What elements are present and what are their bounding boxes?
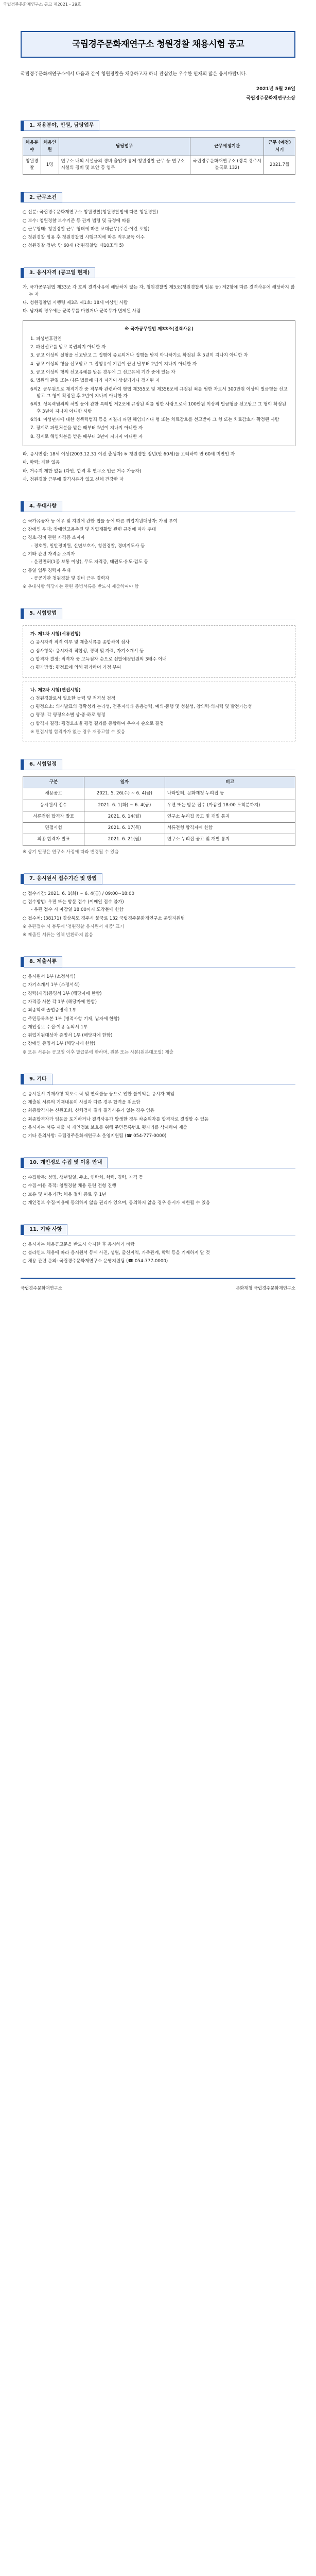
list-item: ○ 수집항목: 성명, 생년월일, 주소, 연락처, 학력, 경력, 자격 등	[23, 1175, 144, 1180]
td: 채용공고	[23, 788, 84, 800]
section-3	[21, 267, 295, 483]
td: 나라일터, 문화재청 누리집 등	[165, 788, 295, 800]
list-item: ○ 최종합격자가 임용을 포기하거나 결격사유가 발생한 경우 차순위자를 합격자로 결정할 수 있음	[23, 1116, 209, 1122]
list-item: ※ 우편접수 시 봉투에 '청원경찰 응시원서 재중' 표기	[23, 924, 125, 929]
list-item: ○ 동일 업무 경력자 우대	[23, 568, 71, 573]
second-exam-box	[23, 682, 295, 742]
th: 근무 (예정)시기	[264, 138, 295, 156]
list-item: 가. 국가공무원법 제33조 각 호의 결격사유에 해당하지 않는 자, 청원경찰법 제5조(청원경찰의 임용 등) 제2항에 따른 결격사유에 해당하지 않는 자	[23, 285, 295, 297]
page-title: 국립경주문화재연구소 청원경찰 채용시험 공고	[72, 39, 244, 49]
list-item: ○ 장애인 우대: 장애인고용촉진 및 직업재활법 관련 규정에 따라 우대	[23, 527, 156, 532]
list-item: ○ 개인정보 수집·이용에 동의하지 않을 권리가 있으며, 동의하지 않을 경우 응시가 제한될 수 있음	[23, 1200, 210, 1206]
td: 연구소 내외 시설물의 경비·출입자 통제·청원경찰 근무 등 연구소 시설의 경비 및 보안 등 업무	[59, 156, 190, 175]
list-item: 6. 법원의 판결 또는 다른 법률에 따라 자격이 상실되거나 정지된 자	[30, 378, 160, 384]
list-item: 3. 금고 이상의 실형을 선고받고 그 집행이 종료되거나 집행을 받지 아니하기로 확정된 후 5년이 지나지 아니한 자	[30, 353, 248, 359]
list-item: 5. 금고 이상의 형의 선고유예를 받은 경우에 그 선고유예 기간 중에 있는 자	[30, 370, 175, 376]
list-item: ○ 응시자는 채용공고문을 반드시 숙지한 후 응시하기 바람	[23, 1242, 135, 1247]
list-item: ○ 보유 및 이용기간: 채용 절차 종료 후 1년	[23, 1192, 107, 1197]
td: 2021. 6. 1(화) ~ 6. 4(금)	[84, 800, 165, 811]
list-item: ○ 개인정보 수집·이용 동의서 1부	[23, 1024, 88, 1030]
list-item: ○ 취업지원대상자 증명서 1부 (해당자에 한함)	[23, 1033, 113, 1039]
section-7	[21, 873, 295, 939]
first-exam-box	[23, 625, 295, 677]
list-item: ○ 평가방법: 평정표에 의해 평가하며 가점 부여	[30, 665, 121, 671]
title-box	[21, 31, 295, 58]
section-4-body	[21, 518, 295, 591]
list-item: 7. 징계로 파면처분을 받은 때부터 5년이 지나지 아니한 자	[30, 426, 143, 431]
list-item: ○ 경력(재직)증명서 1부 (해당자에 한함)	[23, 991, 102, 996]
list-item: ○ 보수: 청원경찰 보수기준 등 관계 법령 및 규정에 따름	[23, 218, 131, 224]
box-items	[30, 336, 288, 440]
list-item: 바. 거주지 제한 없음 (다만, 합격 후 연구소 인근 거주 가능자)	[23, 468, 142, 474]
section-11	[21, 1224, 295, 1265]
td: 서류전형 합격자 발표	[23, 811, 84, 822]
section-5-title: 5. 시험방법	[24, 608, 62, 619]
list-item: - 우편 접수 시 마감일 18:00까지 도착분에 한함	[31, 907, 124, 913]
list-item: ○ 접수방법: 우편 또는 방문 접수 (이메일 접수 불가)	[23, 899, 124, 905]
second-exam-items	[30, 696, 288, 736]
td: 연구소 누리집 공고 및 개별 통지	[165, 834, 295, 845]
footer-right: 문화재청 국립경주문화재연구소	[236, 1285, 295, 1291]
section-9-body	[21, 1091, 295, 1140]
intro-text: 국립경주문화재연구소에서 다음과 같이 청원경찰을 채용하고자 하니 관심있는 우수한 인재의 많은 응시바랍니다.	[21, 72, 248, 77]
td: 2021. 6. 17(목)	[84, 823, 165, 834]
list-item: ○ 평정: 각 평정요소별 상·중·하로 평정	[30, 713, 106, 718]
th: 담당업무	[59, 138, 190, 156]
position-table	[23, 137, 295, 174]
td: 2021. 6. 21(월)	[84, 834, 165, 845]
list-item: ○ 제출된 서류의 기재내용이 사실과 다른 경우 합격을 취소함	[23, 1099, 141, 1105]
section-4	[21, 501, 295, 590]
section-6	[21, 759, 295, 856]
list-item: ○ 경호·경비 관련 자격증 소지자	[23, 535, 85, 541]
td: 응시원서 접수	[23, 800, 84, 811]
section-2-body	[21, 209, 295, 250]
disqualification-box	[23, 320, 295, 446]
first-exam-items	[30, 639, 288, 671]
schedule-table	[23, 776, 295, 846]
td: 면접시험	[23, 823, 84, 834]
list-item: ○ 기타 문의사항: 국립경주문화재연구소 운영지원팀 (☎ 054-777-0000)	[23, 1133, 167, 1139]
list-item: ○ 응시원서 기재사항 착오·누락 및 연락불능 등으로 인한 불이익은 응시자 책임	[23, 1091, 174, 1097]
list-item: 2. 파산선고를 받고 복권되지 아니한 자	[30, 345, 106, 350]
list-item: ※ 제출된 서류는 일체 반환하지 않음	[23, 933, 94, 938]
list-item: ○ 합격자 결정: 평정요소별 평정 결과를 종합하여 우수자 순으로 결정	[30, 721, 164, 726]
list-item: ○ 기타 관련 자격증 소지자	[23, 551, 75, 557]
section-5	[21, 608, 295, 741]
list-item: ○ 청원경찰 임용 후 청원경찰법 시행규칙에 따른 직무교육 이수	[23, 235, 145, 241]
td: 국립경주문화재연구소 (경북 경주시 불국로 132)	[190, 156, 264, 175]
list-item: 사. 청원경찰 근무에 결격사유가 없고 신체 건강한 자	[23, 477, 124, 482]
list-item: ○ 블라인드 채용에 따라 응시원서 등에 사진, 성별, 출신지역, 가족관계, 학력 등을 기재하지 말 것	[23, 1250, 210, 1256]
list-item: 6의4. 미성년자에 대한 성폭력범죄 등을 저질러 파면·해임되거나 형 또는 치료감호를 선고받아 그 형 또는 치료감호가 확정된 사람	[30, 417, 279, 422]
section-7-body	[21, 891, 295, 939]
th: 채용분야	[23, 138, 41, 156]
box-title: ※ 국가공무원법 제33조(결격사유)	[125, 326, 194, 332]
th: 비고	[165, 776, 295, 788]
td: 2021.7월	[264, 156, 295, 175]
list-item: ○ 최종합격자는 신원조회, 신체검사 결과 결격사유가 없는 경우 임용	[23, 1108, 155, 1114]
td: 2021. 5. 26(수) ~ 6. 4(금)	[84, 788, 165, 800]
section-2	[21, 192, 295, 250]
announce-date: 2021년 5월 26일	[256, 87, 295, 92]
first-exam-title: 가. 제1차 시험(서류전형)	[30, 631, 81, 637]
list-item: ○ 응시자는 서류 제출 시 개인정보 보호를 위해 주민등록번호 뒷자리를 삭제하여 제출	[23, 1125, 187, 1130]
list-item: ○ 수집·이용 목적: 청원경찰 채용 관련 전형 진행	[23, 1183, 116, 1189]
section-3-title: 3. 응시자격 (공고일 현재)	[24, 267, 95, 279]
section-10-body	[21, 1175, 295, 1207]
section-1	[21, 120, 295, 175]
list-item: ○ 주민등록초본 1부 (병적사항 기재, 남자에 한함)	[23, 1016, 120, 1022]
list-item: 4. 금고 이상의 형을 선고받고 그 집행유예 기간이 끝난 날부터 2년이 지나지 아니한 자	[30, 361, 197, 367]
list-item: 8. 징계로 해임처분을 받은 때부터 3년이 지나지 아니한 자	[30, 434, 143, 439]
td: 서류전형 합격자에 한함	[165, 823, 295, 834]
section-8-body	[21, 974, 295, 1056]
list-item: 마. 학력: 제한 없음	[23, 460, 60, 466]
section-9	[21, 1074, 295, 1140]
list-item: 나. 청원경찰법 시행령 제3조 제1호: 18세 이상인 사람	[23, 300, 128, 306]
section-3-extra	[23, 451, 295, 483]
section-10-title: 10. 개인정보 수집 및 이용 안내	[24, 1157, 108, 1168]
list-item: - 운전면허(1종 보통 이상), 무도 자격증, 태권도·유도·검도 등	[31, 560, 148, 565]
td: 1명	[41, 156, 59, 175]
list-item: ○ 응시자격 적격 여부 및 제출서류를 종합하여 심사	[30, 640, 130, 646]
schedule-note: ※ 상기 일정은 연구소 사정에 따라 변경될 수 있음	[23, 849, 119, 855]
section-10	[21, 1157, 295, 1207]
list-item: ※ 면접시험 합격자가 없는 경우 재공고할 수 있음	[30, 730, 126, 735]
th: 채용인원	[41, 138, 59, 156]
org-name: 국립경주문화재연구소장	[246, 96, 295, 101]
section-8-title: 8. 제출서류	[24, 956, 62, 968]
list-item: 1. 피성년후견인	[30, 336, 62, 342]
list-item: ○ 채용 관련 문의: 국립경주문화재연구소 운영지원팀 (☎ 054-777-0000)	[23, 1259, 168, 1264]
section-1-title: 1. 채용분야, 인원, 담당업무	[24, 120, 99, 131]
td: 최종 합격자 발표	[23, 834, 84, 845]
list-item: ○ 청원경찰로서 필요한 능력 및 적격성 검정	[30, 696, 116, 701]
list-item: - 공공기관 청원경찰 및 경비 근무 경력자	[31, 575, 110, 581]
section-11-title: 11. 기타 사항	[24, 1224, 67, 1235]
section-2-title: 2. 근무조건	[24, 192, 62, 204]
list-item: ○ 국가유공자 등 예우 및 지원에 관한 법률 등에 따른 취업지원대상자: 가점 부여	[23, 518, 178, 524]
td: 2021. 6. 14(월)	[84, 811, 165, 822]
footer-left: 국립경주문화재연구소	[21, 1285, 62, 1291]
list-item: 6의3. 성폭력범죄의 처벌 등에 관한 특례법 제2조에 규정된 죄를 범한 사람으로서 100만원 이상의 벌금형을 선고받고 그 형이 확정된 후 3년이 지나지 아니한 사람	[30, 402, 287, 414]
list-item: ○ 자격증 사본 각 1부 (해당자에 한함)	[23, 999, 97, 1005]
list-item: ○ 청원경찰 정년: 만 60세 (청원경찰법 제10조의 5)	[23, 243, 124, 249]
list-item: ○ 신분: 국립경주문화재연구소 청원경찰(청원경찰법에 따른 청원경찰)	[23, 210, 159, 215]
th: 일자	[84, 776, 165, 788]
list-item: ○ 근무형태: 청원경찰 근무 형태에 따른 교대근무(주간·야간 포함)	[23, 226, 150, 232]
list-item: ○ 장애인 증명서 1부 (해당자에 한함)	[23, 1041, 96, 1047]
list-item: 6의2. 공무원으로 재직기간 중 직무와 관련하여 형법 제355조 및 제356조에 규정된 죄를 범한 자로서 300만원 이상의 벌금형을 선고받고 그 형이 확정된 후 2년이 지나지 아니한 자	[30, 386, 288, 399]
list-item: ○ 최종학력 졸업증명서 1부	[23, 1008, 77, 1013]
td: 청원경찰	[23, 156, 41, 175]
list-item: ※ 모든 서류는 공고일 이후 발급분에 한하며, 원본 또는 사본(원본대조필) 제출	[23, 1049, 174, 1055]
list-item: ○ 접수처: (38171) 경상북도 경주시 불국로 132 국립경주문화재연구소 운영지원팀	[23, 916, 185, 921]
list-item: 라. 응시연령: 18세 이상(2003.12.31 이전 출생자) ※ 청원경찰 정년(만 60세)을 고려하여 만 60세 미만인 자	[23, 451, 235, 457]
section-6-title: 6. 시험일정	[24, 759, 62, 770]
th: 구분	[23, 776, 84, 788]
section-4-title: 4. 우대사항	[24, 501, 62, 512]
list-item: ○ 접수기간: 2021. 6. 1(화) ~ 6. 4(금) / 09:00~18:00	[23, 891, 134, 896]
section-11-body	[21, 1242, 295, 1265]
section-9-title: 9. 기타	[24, 1074, 52, 1085]
list-item: 다. 남자의 경우에는 군복무를 마쳤거나 군복무가 면제된 사람	[23, 309, 141, 314]
list-item: ○ 심사항목: 응시자격 적합성, 경력 및 자격, 자기소개서 등	[30, 648, 144, 654]
section-7-title: 7. 응시원서 접수기간 및 방법	[24, 873, 102, 885]
section-8	[21, 956, 295, 1056]
list-item: - 경호원, 일반경비원, 신변보호사, 청원경찰, 경비지도사 등	[31, 543, 145, 549]
th: 근무예정기관	[190, 138, 264, 156]
section-3-items	[23, 284, 295, 315]
doc-number: 국립경주문화재연구소 공고 제2021 - 29호	[3, 2, 81, 7]
footer	[21, 1278, 295, 1292]
list-item: ○ 자기소개서 1부 (소정서식)	[23, 982, 80, 988]
list-item: ※ 우대사항 해당자는 관련 증빙서류를 반드시 제출하여야 함	[23, 584, 139, 590]
list-item: ○ 응시원서 1부 (소정서식)	[23, 974, 76, 979]
list-item: ○ 합격자 결정: 적격자 중 고득점자 순으로 선발예정인원의 3배수 이내	[30, 656, 167, 662]
td: 연구소 누리집 공고 및 개별 통지	[165, 811, 295, 822]
td: 우편 또는 방문 접수 (마감일 18:00 도착분까지)	[165, 800, 295, 811]
list-item: ○ 평정요소: 의사발표의 정확성과 논리성, 전문지식과 응용능력, 예의·품행 및 성실성, 창의력·의지력 및 발전가능성	[30, 704, 252, 710]
second-exam-title: 나. 제2차 시험(면접시험)	[30, 687, 81, 693]
